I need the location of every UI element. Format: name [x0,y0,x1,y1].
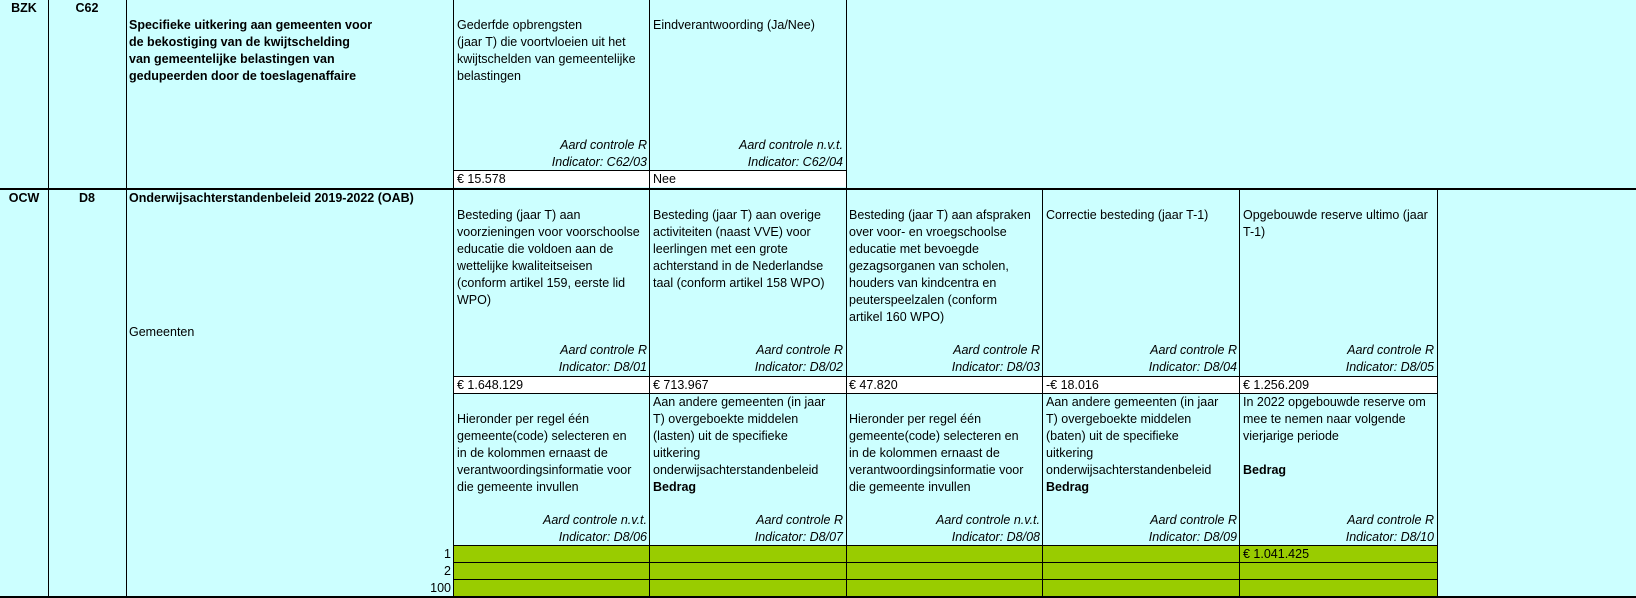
bzk-code-cell[interactable] [48,0,126,20]
control-type: Aard controle R [1347,513,1434,527]
indicator-code: Indicator: D8/01 [558,360,647,374]
grid-line [453,170,847,171]
entry-cell[interactable] [650,563,846,579]
amount-value: € 1.256.209 [1243,378,1310,392]
grid-line [48,0,49,596]
indicator-code: Indicator: D8/08 [951,530,1040,544]
ministry-label: BZK [11,1,37,15]
control-type: Aard controle R [756,513,843,527]
ocw-title-cell[interactable] [126,190,454,210]
amount-caption: Bedrag [1046,480,1090,494]
column-header: In 2022 opgebouwde reserve om mee te nemen naar volgende vierjarige periode [1243,395,1426,443]
column-header: Correctie besteding (jaar T-1) [1046,208,1209,222]
answer-value: Nee [653,172,676,186]
d8-09-header-cell[interactable] [1043,394,1240,545]
indicator-code: Indicator: C62/04 [747,155,843,169]
entry-cell[interactable] [846,580,1043,596]
control-type: Aard controle R [1347,343,1434,357]
d8-10-header-cell[interactable] [1240,394,1437,545]
control-type: Aard controle n.v.t. [739,138,843,152]
c62-04-value-cell[interactable] [650,171,846,187]
column-header: Gederfde opbrengsten (jaar T) die voortvloeien uit het kwijtschelden van gemeentelijke belastingen [457,18,636,83]
grid-line [453,393,1438,394]
grid-line [453,545,1438,546]
d8-03-value-cell[interactable] [846,377,1043,393]
bzk-ministry-cell[interactable] [0,0,48,20]
indicator-code: Indicator: C62/03 [551,155,647,169]
indicator-code: Indicator: D8/05 [1345,360,1434,374]
row-number-label: 1 [444,547,451,561]
c62-03-value-cell[interactable] [454,171,650,187]
amount-value: € 47.820 [849,378,898,392]
control-type: Aard controle R [756,343,843,357]
indicator-code: Indicator: D8/09 [1148,530,1237,544]
section-divider [0,188,1636,190]
entry-cell[interactable] [454,546,650,562]
entry-row-number [126,563,454,579]
entry-cell[interactable] [454,580,650,596]
ocw-code-cell[interactable] [48,190,126,210]
regulation-title: Specifieke uitkering aan gemeenten voor de bekostiging van de kwijtschelding van gemeentelijke belastingen van gedupeerden door de toeslagenaffaire [129,18,373,83]
column-header: Eindverantwoording (Ja/Nee) [653,18,815,32]
column-header: Hieronder per regel één gemeente(code) selecteren en in de kolommen ernaast de verantwoordingsinformatie voor die gemeente invullen [457,412,632,494]
amount-value: € 15.578 [457,172,506,186]
amount-value: € 713.967 [653,378,709,392]
d8-07-header-cell[interactable] [650,394,846,545]
ministry-label: OCW [8,191,40,205]
ocw-ministry-cell[interactable] [0,190,48,210]
d8-08-header-cell[interactable] [846,394,1043,545]
entry-cell[interactable] [1240,563,1437,579]
bzk-title-cell[interactable] [126,0,454,100]
entry-row-number [126,546,454,562]
ocw-subtitle-cell [126,324,454,342]
entry-cell[interactable] [846,563,1043,579]
recipient-label: Gemeenten [129,325,195,339]
control-type: Aard controle R [953,343,1040,357]
control-type: Aard controle R [1150,343,1237,357]
row-number-label: 2 [444,564,451,578]
entry-cell[interactable] [650,546,846,562]
grid-line [453,579,1438,580]
row-number-label: 100 [430,581,451,595]
entry-cell[interactable] [846,546,1043,562]
entry-cell[interactable] [454,563,650,579]
indicator-code: Indicator: D8/07 [754,530,843,544]
column-header: Besteding (jaar T) aan voorzieningen voor voorschoolse educatie die voldoen aan de wettelijke kwaliteitseisen (conform artikel 159, eerste lid WPO) [457,208,640,307]
d8-04-header-cell[interactable] [1043,190,1240,376]
grid-line [453,562,1438,563]
amount-value: -€ 18.016 [1046,378,1099,392]
grid-line [453,376,1438,377]
entry-cell[interactable] [650,580,846,596]
entry-cell[interactable] [1240,580,1437,596]
control-type: Aard controle R [560,343,647,357]
d8-05-value-cell[interactable] [1240,377,1437,393]
d8-03-header-cell[interactable] [846,190,1043,376]
d8-04-value-cell[interactable] [1043,377,1240,393]
entry-cell[interactable] [1240,546,1437,562]
d8-02-header-cell[interactable] [650,190,846,376]
grid-line [649,0,650,188]
grid-line [846,0,847,188]
d8-01-header-cell[interactable] [454,190,650,376]
indicator-code: Indicator: D8/06 [558,530,647,544]
column-header: Besteding (jaar T) aan overige activiteiten (naast VVE) voor leerlingen met een grote achterstand in de Nederlandse taal (conform artikel 158 WPO) [653,208,825,290]
d8-06-header-cell[interactable] [454,394,650,545]
amount-caption: Bedrag [1243,463,1287,477]
regulation-title: Onderwijsachterstandenbeleid 2019-2022 (OAB) [129,191,414,205]
amount-value: € 1.648.129 [457,378,524,392]
d8-05-header-cell[interactable] [1240,190,1437,376]
column-header: Aan andere gemeenten (in jaar T) overgeboekte middelen (baten) uit de specifieke uitkering onderwijsachterstandenbeleid [1046,395,1219,477]
d8-01-value-cell[interactable] [454,377,650,393]
indicator-code: Indicator: D8/02 [754,360,843,374]
entry-cell[interactable] [1043,563,1240,579]
regulation-code: C62 [75,1,99,15]
c62-03-header-cell[interactable] [454,0,650,170]
grid-line [453,0,454,596]
column-header: Aan andere gemeenten (in jaar T) overgeboekte middelen (lasten) uit de specifieke uitkering onderwijsachterstandenbeleid [653,395,826,477]
column-header: Opgebouwde reserve ultimo (jaar T-1) [1243,208,1428,239]
entry-cell[interactable] [1043,580,1240,596]
entry-cell[interactable] [1043,546,1240,562]
control-type: Aard controle R [560,138,647,152]
d8-02-value-cell[interactable] [650,377,846,393]
entry-value: € 1.041.425 [1243,547,1310,561]
regulation-code: D8 [79,191,95,205]
amount-caption: Bedrag [653,480,697,494]
control-type: Aard controle R [1150,513,1237,527]
indicator-code: Indicator: D8/03 [951,360,1040,374]
column-header: Besteding (jaar T) aan afspraken over voor- en vroegschoolse educatie met bevoegde gezagsorganen van scholen, houders van kindcentra en peuterspeelzalen (conform artikel 160 WPO) [849,208,1031,324]
control-type: Aard controle n.v.t. [936,513,1040,527]
indicator-code: Indicator: D8/10 [1345,530,1434,544]
column-header: Hieronder per regel één gemeente(code) selecteren en in de kolommen ernaast de verantwoordingsinformatie voor die gemeente invullen [849,412,1024,494]
indicator-code: Indicator: D8/04 [1148,360,1237,374]
grid-line [126,0,127,596]
control-type: Aard controle n.v.t. [543,513,647,527]
c62-04-header-cell[interactable] [650,0,846,170]
entry-row-number [126,580,454,596]
